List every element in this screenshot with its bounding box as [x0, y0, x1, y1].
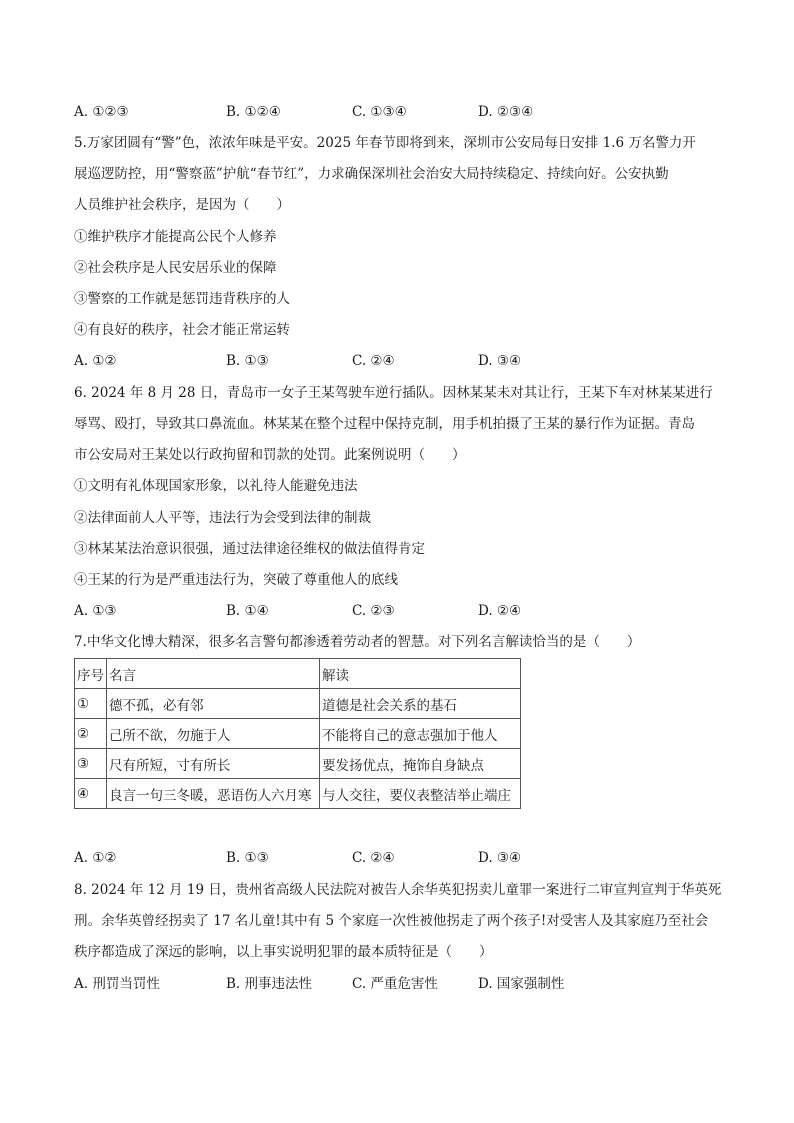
q8-stem-line-2: 刑。余华英曾经拐卖了 17 名儿童!其中有 5 个家庭一次性被他拐走了两个孩子!对受害人及其家庭乃至社会 — [74, 913, 709, 929]
table-cell: ④ — [75, 779, 107, 809]
table-cell: 良言一句三冬暖，恶语伤人六月寒 — [107, 779, 320, 809]
q7-option-b[interactable]: B. ①③ — [226, 850, 269, 866]
q5-item-1: ①维护秩序才能提高公民个人修养 — [74, 229, 277, 245]
table-header-cell: 解读 — [320, 659, 521, 689]
q8-option-a[interactable]: A. 刑罚当罚性 — [74, 976, 160, 992]
q4-option-d[interactable]: D. ②③④ — [478, 104, 534, 120]
q5-option-d[interactable]: D. ③④ — [478, 353, 522, 369]
q4-option-a[interactable]: A. ①②③ — [74, 104, 129, 120]
q5-option-b[interactable]: B. ①③ — [226, 353, 269, 369]
q7-stem: 7.中华文化博大精深，很多名言警句都渗透着劳动者的智慧。对下列名言解读恰当的是（ ） — [74, 634, 641, 650]
q5-option-c[interactable]: C. ②④ — [352, 353, 395, 369]
q6-stem-line-3: 市公安局对王某处以行政拘留和罚款的处罚。此案例说明（ ） — [74, 447, 466, 463]
table-cell: ① — [75, 689, 107, 719]
table-cell: 要发扬优点，掩饰自身缺点 — [320, 749, 521, 779]
q4-options — [74, 102, 734, 122]
q5-item-3: ③警察的工作就是惩罚违背秩序的人 — [74, 291, 290, 307]
q6-option-a[interactable]: A. ①③ — [74, 603, 117, 619]
q8-stem-line-1: 8. 2024 年 12 月 19 日，贵州省高级人民法院对被告人余华英犯拐卖儿童罪一案进行二审宣判宣判于华英死 — [74, 882, 722, 898]
table-header-cell: 序号 — [75, 659, 107, 689]
table-cell: 尺有所短，寸有所长 — [107, 749, 320, 779]
table-row — [75, 689, 521, 719]
q6-item-2: ②法律面前人人平等，违法行为会受到法律的制裁 — [74, 510, 371, 526]
q6-options — [74, 601, 734, 621]
q8-stem-line-3: 秩序都造成了深远的影响，以上事实说明犯罪的最本质特征是（ ） — [74, 944, 493, 960]
table-row — [75, 719, 521, 749]
table-cell: 与人交往，要仪表整洁举止端庄 — [320, 779, 521, 809]
q8-option-b[interactable]: B. 刑事违法性 — [226, 976, 313, 992]
q5-stem-line-1: 5.万家团圆有“警”色，浓浓年味是平安。2025 年春节即将到来，深圳市公安局每日安排 1.6 万名警力开 — [74, 135, 696, 151]
table-row — [75, 749, 521, 779]
q7-option-c[interactable]: C. ②④ — [352, 850, 395, 866]
q8-option-d[interactable]: D. 国家强制性 — [478, 976, 565, 992]
q6-stem-line-2: 辱骂、殴打，导致其口鼻流血。林某某在整个过程中保持克制，用手机拍摄了王某的暴行作为证据。青岛 — [74, 416, 695, 432]
q8-options — [74, 974, 734, 994]
table-cell: ③ — [75, 749, 107, 779]
q5-option-a[interactable]: A. ①② — [74, 353, 117, 369]
q6-item-3: ③林某某法治意识很强，通过法律途径维权的做法值得肯定 — [74, 541, 425, 557]
table-cell: 德不孤，必有邻 — [107, 689, 320, 719]
q5-item-4: ④有良好的秩序，社会才能正常运转 — [74, 322, 290, 338]
table-header-row — [75, 659, 521, 689]
q8-option-c[interactable]: C. 严重危害性 — [352, 976, 438, 992]
table-header-cell: 名言 — [107, 659, 320, 689]
q4-option-c[interactable]: C. ①③④ — [352, 104, 407, 120]
q7-option-a[interactable]: A. ①② — [74, 850, 117, 866]
q6-option-c[interactable]: C. ②③ — [352, 603, 395, 619]
q6-stem-line-1: 6. 2024 年 8 月 28 日，青岛市一女子王某驾驶车逆行插队。因林某某未对其让行，王某下车对林某某进行 — [74, 385, 713, 401]
q4-option-b[interactable]: B. ①②④ — [226, 104, 281, 120]
q7-options — [74, 848, 734, 868]
q5-item-2: ②社会秩序是人民安居乐业的保障 — [74, 260, 277, 276]
q5-stem-line-3: 人员维护社会秩序，是因为（ ） — [74, 197, 290, 213]
table-cell: 己所不欲，勿施于人 — [107, 719, 320, 749]
q6-item-1: ①文明有礼体现国家形象，以礼待人能避免违法 — [74, 478, 358, 494]
q6-option-d[interactable]: D. ②④ — [478, 603, 522, 619]
q5-stem-line-2: 展巡逻防控，用“警察蓝”护航“春节红”，力求确保深圳社会治安大局持续稳定、持续向好。公安执勤 — [74, 166, 669, 182]
table-row — [75, 779, 521, 809]
q6-item-4: ④王某的行为是严重违法行为，突破了尊重他人的底线 — [74, 572, 398, 588]
q5-options — [74, 351, 734, 371]
table-cell: ② — [75, 719, 107, 749]
q6-option-b[interactable]: B. ①④ — [226, 603, 269, 619]
q7-option-d[interactable]: D. ③④ — [478, 850, 522, 866]
table-cell: 道德是社会关系的基石 — [320, 689, 521, 719]
table-cell: 不能将自己的意志强加于他人 — [320, 719, 521, 749]
quotes-table — [74, 658, 521, 809]
